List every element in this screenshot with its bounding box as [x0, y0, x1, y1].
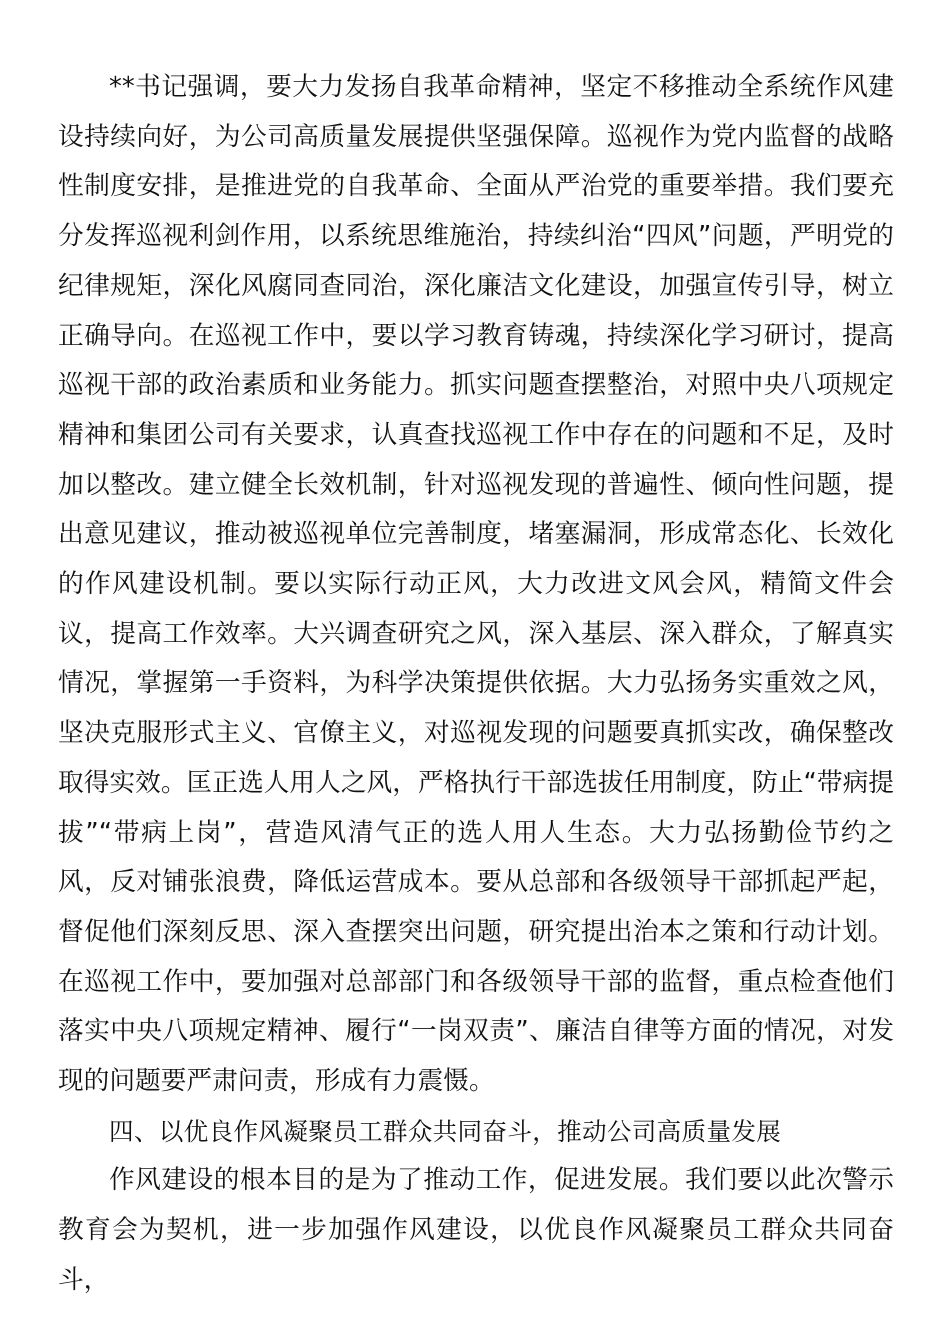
- body-paragraph: **书记强调，要大力发扬自我革命精神，坚定不移推动全系统作风建设持续向好，为公司高质量发展提供坚强保障。巡视作为党内监督的战略性制度安排，是推进党的自我革命、全面从严治党的重要举措。我们要充分发挥巡视利剑作用，以系统思维施治，持续纠治“四风”问题，严明党的纪律规矩，深化风腐同查同治，深化廉洁文化建设，加强宣传引导，树立正确导向。在巡视工作中，要以学习教育铸魂，持续深化学习研讨，提高巡视干部的政治素质和业务能力。抓实问题查摆整治，对照中央八项规定精神和集团公司有关要求，认真查找巡视工作中存在的问题和不足，及时加以整改。建立健全长效机制，针对巡视发现的普遍性、倾向性问题，提出意见建议，推动被巡视单位完善制度，堵塞漏洞，形成常态化、长效化的作风建设机制。要以实际行动正风，大力改进文风会风，精简文件会议，提高工作效率。大兴调查研究之风，深入基层、深入群众，了解真实情况，掌握第一手资料，为科学决策提供依据。大力弘扬务实重效之风，坚决克服形式主义、官僚主义，对巡视发现的问题要真抓实改，确保整改取得实效。匡正选人用人之风，严格执行干部选拔任用制度，防止“带病提拔”“带病上岗”，营造风清气正的选人用人生态。大力弘扬勤俭节约之风，反对铺张浪费，降低运营成本。要从总部和各级领导干部抓起严起，督促他们深刻反思、深入查摆突出问题，研究提出治本之策和行动计划。在巡视工作中，要加强对总部部门和各级领导干部的监督，重点检查他们落实中央八项规定精神、履行“一岗双责”、廉洁自律等方面的情况，对发现的问题要严肃问责，形成有力震慑。: [58, 72, 894, 1097]
- section-heading: 四、以优良作风凝聚员工群众共同奋斗，推动公司高质量发展: [109, 1116, 782, 1146]
- closing-paragraph: 作风建设的根本目的是为了推动工作，促进发展。我们要以此次警示教育会为契机，进一步加强作风建设，以优良作风凝聚员工群众共同奋斗，: [58, 1165, 894, 1295]
- document-page: [58, 63, 894, 1306]
